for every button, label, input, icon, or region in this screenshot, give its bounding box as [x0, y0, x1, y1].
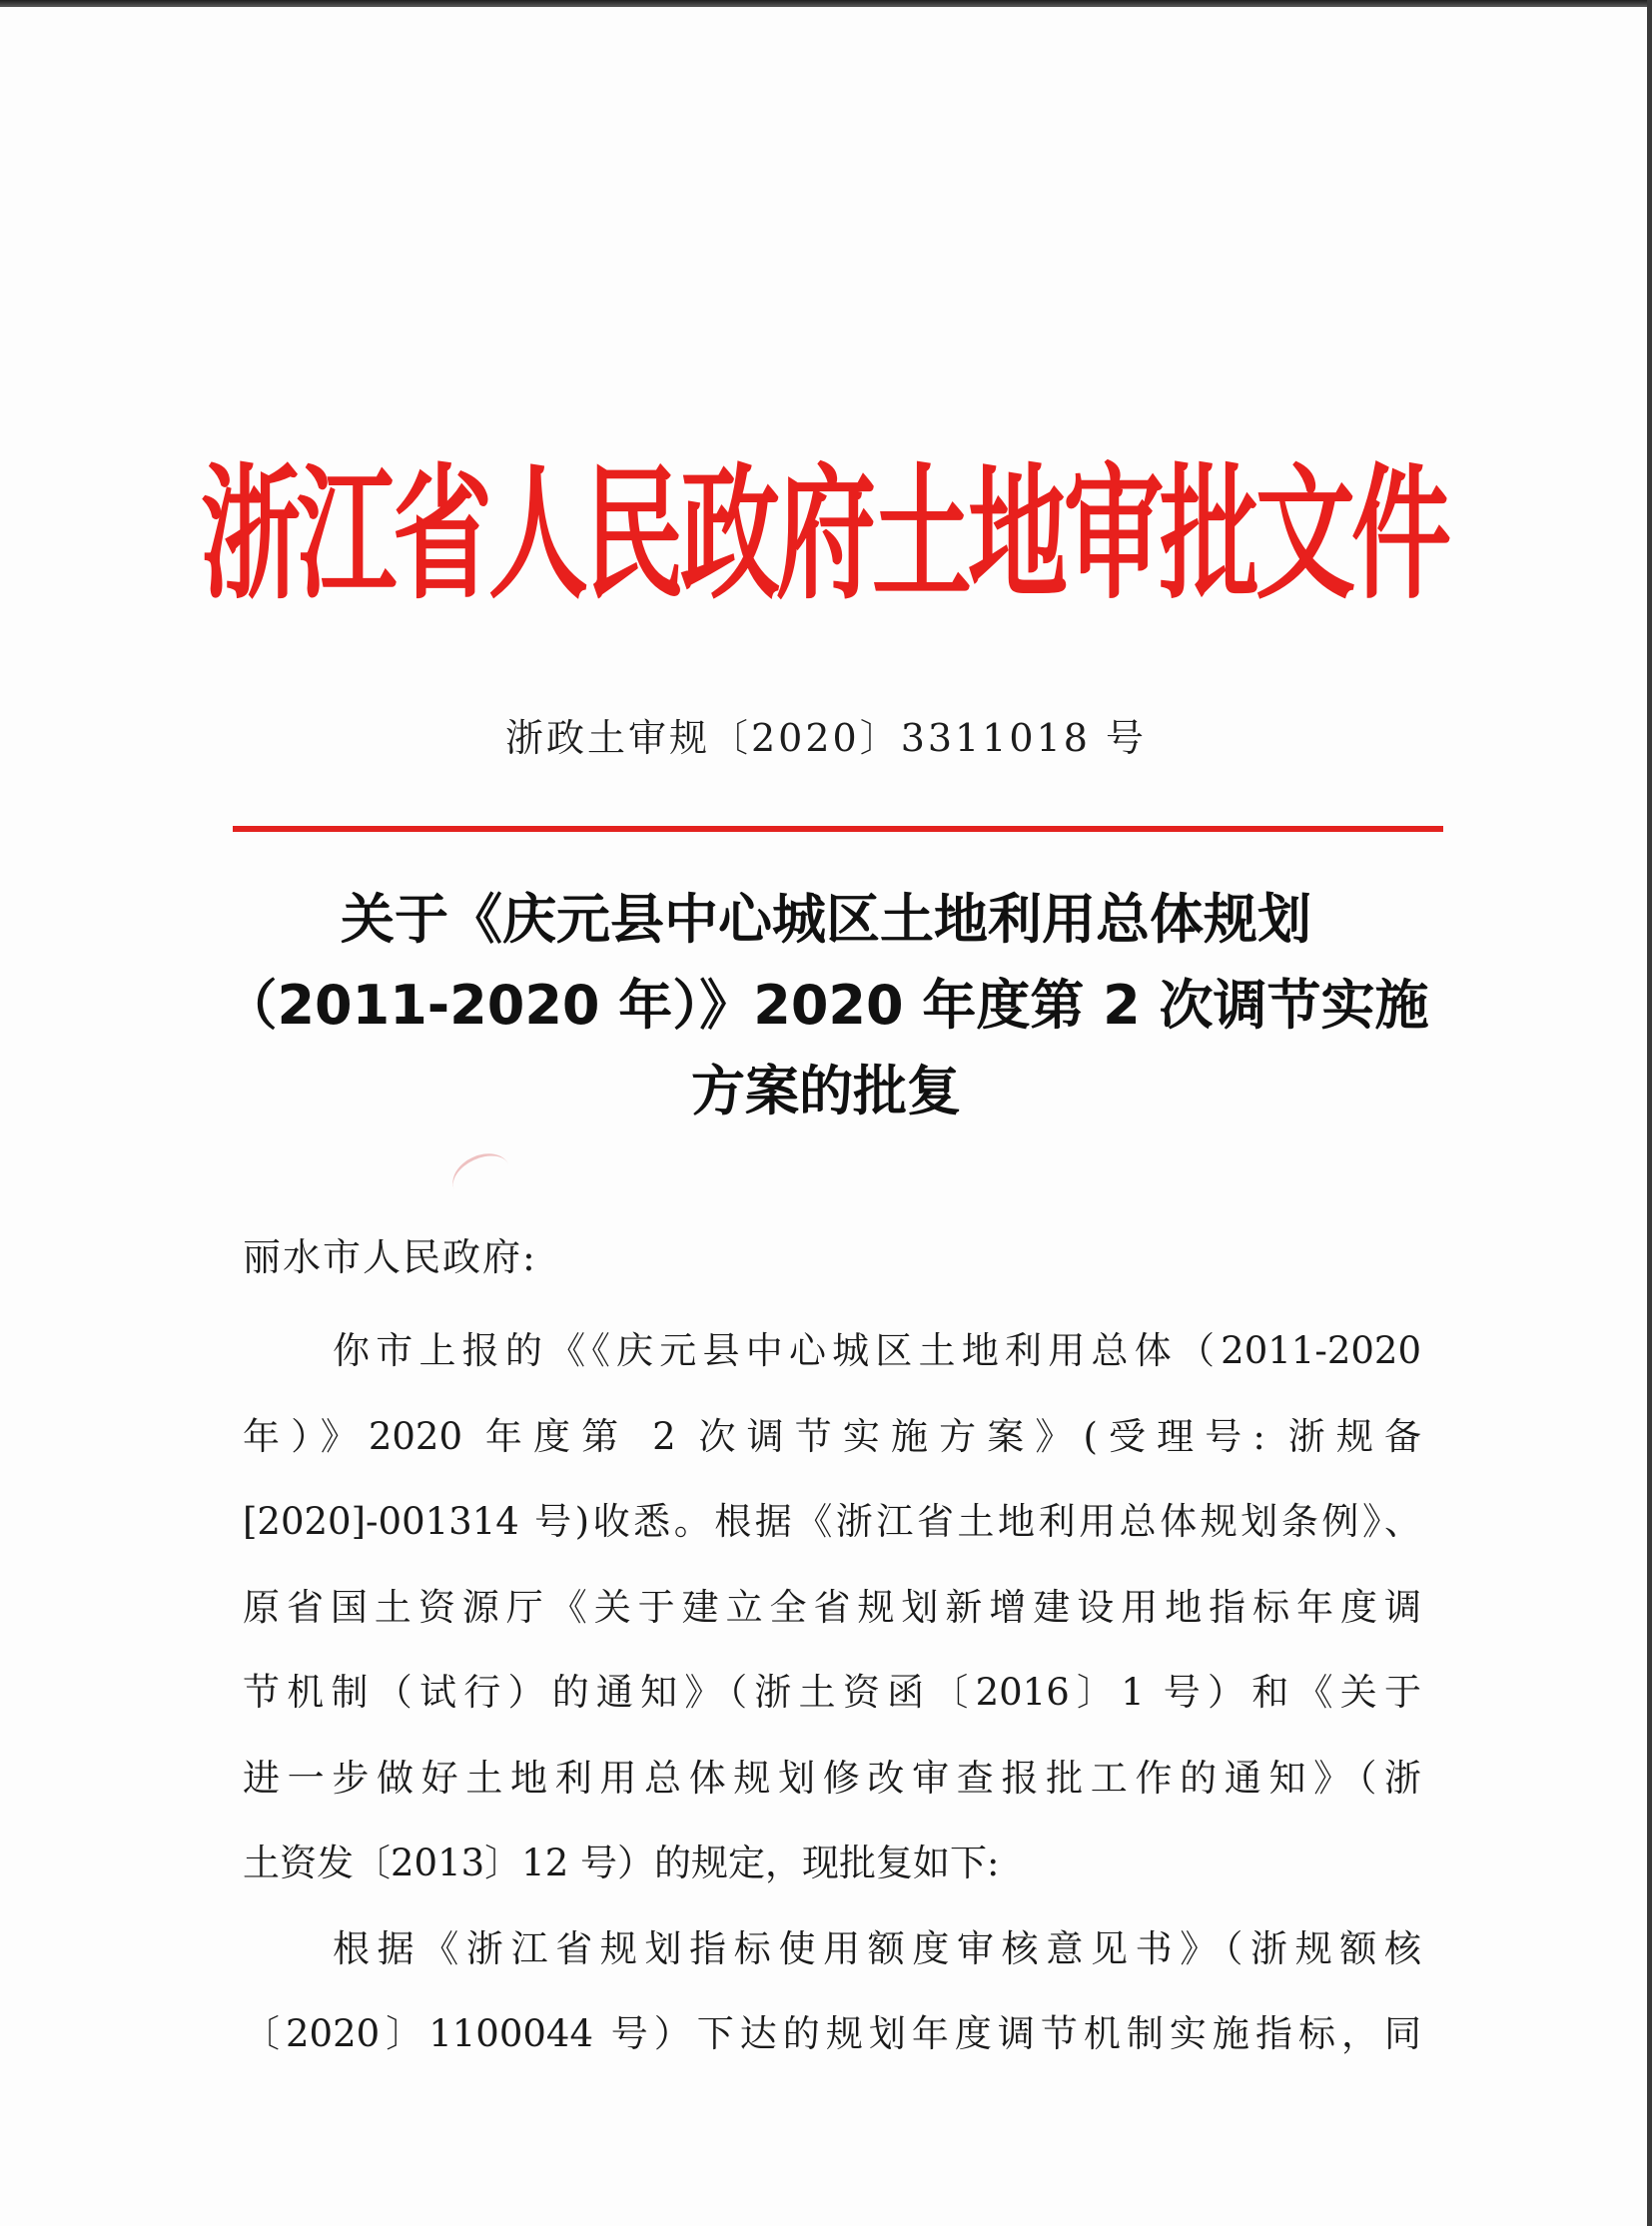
body-line: 原省国土资源厅《关于建立全省规划新增建设用地指标年度调: [243, 1585, 1421, 1629]
title-line: （2011-2020 年）》2020 年度第 2 次调节实施: [223, 974, 1429, 1037]
document-number: 浙政土审规〔2020〕3311018 号: [504, 716, 1148, 760]
body-line: 节机制（试行）的通知》（浙土资函〔2016〕1 号）和《关于: [243, 1671, 1421, 1714]
red-divider-rule: [233, 826, 1443, 832]
body-line: [2020]-001314 号)收悉。根据《浙江省土地利用总体规划条例》、: [243, 1500, 1421, 1543]
addressee: 丽水市人民政府:: [243, 1235, 537, 1279]
body-line: 你市上报的《《庆元县中心城区土地利用总体（2011-2020: [333, 1329, 1421, 1372]
body-line: 根据《浙江省规划指标使用额度审核意见书》（浙规额核: [333, 1926, 1421, 1970]
body-text: [243, 1308, 1421, 2077]
body-line: 〔2020〕1100044 号）下达的规划年度调节机制实施指标，同: [243, 2012, 1421, 2055]
title-line: 关于《庆元县中心城区土地利用总体规划: [341, 888, 1311, 951]
masthead-title: 浙江省人民政府土地审批文件: [201, 449, 1447, 620]
body-line: 进一步做好土地利用总体规划修改审查报批工作的通知》（浙: [243, 1756, 1421, 1800]
document-title: [200, 877, 1452, 1134]
scan-edge-top: [0, 0, 1652, 7]
body-line: 土资发〔2013〕12 号）的规定，现批复如下:: [243, 1842, 1000, 1884]
title-line: 方案的批复: [691, 1060, 961, 1122]
body-line: 年）》2020 年度第 2 次调节实施方案》(受理号: 浙规备: [243, 1414, 1421, 1458]
faint-stamp-mark: [445, 1144, 518, 1208]
scan-edge-right: [1647, 0, 1652, 2226]
